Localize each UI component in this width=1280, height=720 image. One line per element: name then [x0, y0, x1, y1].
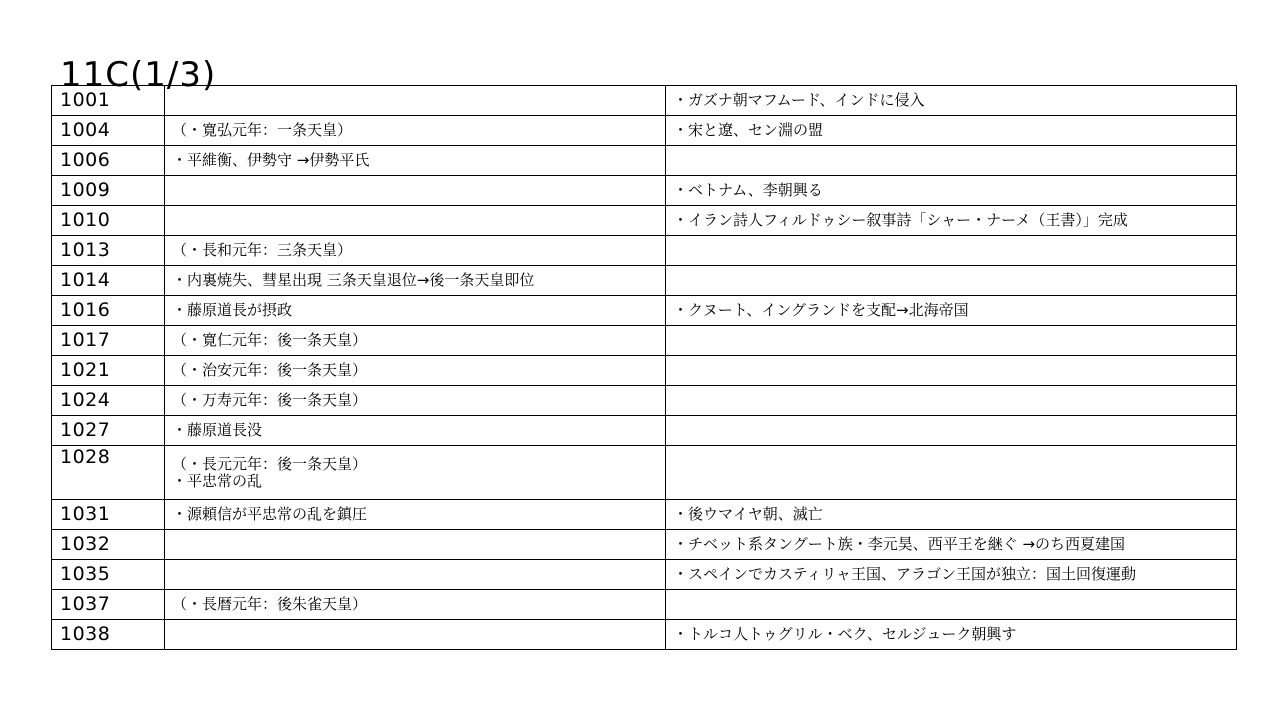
table-row: [52, 530, 1237, 560]
japan-event-cell: [165, 326, 666, 356]
event-text: ・イラン詩人フィルドゥシー叙事詩「シャー・ナーメ（王書）」完成: [673, 211, 1128, 229]
year-cell: 1017: [52, 326, 165, 356]
world-event-cell: [666, 590, 1237, 620]
world-event-cell: [666, 560, 1237, 590]
year-cell: 1028: [52, 446, 165, 500]
table-row: [52, 416, 1237, 446]
event-text: （・長和元年：三条天皇）: [172, 241, 353, 259]
table-row: [52, 206, 1237, 236]
year-cell: 1035: [52, 560, 165, 590]
japan-event-cell: [165, 446, 666, 500]
table-row: [52, 500, 1237, 530]
world-event-cell: [666, 530, 1237, 560]
table-row: [52, 116, 1237, 146]
table-row: [52, 236, 1237, 266]
event-text: （・万寿元年：後一条天皇）: [172, 391, 368, 409]
table-row: [52, 590, 1237, 620]
japan-event-cell: [165, 416, 666, 446]
event-text: ・源頼信が平忠常の乱を鎮圧: [172, 505, 368, 523]
table-row: [52, 386, 1237, 416]
year-cell: 1032: [52, 530, 165, 560]
event-text: ・ガズナ朝マフムード、インドに侵入: [673, 91, 925, 109]
world-event-cell: [666, 326, 1237, 356]
year-cell: 1027: [52, 416, 165, 446]
timeline-body: [52, 86, 1237, 650]
japan-event-cell: [165, 296, 666, 326]
event-text: （・長暦元年：後朱雀天皇）: [172, 595, 368, 613]
year-cell: 1009: [52, 176, 165, 206]
year-cell: 1010: [52, 206, 165, 236]
table-row: [52, 266, 1237, 296]
table-row: [52, 446, 1237, 500]
event-text: （・寛仁元年：後一条天皇）: [172, 331, 368, 349]
year-cell: 1038: [52, 620, 165, 650]
event-text: ・宋と遼、セン淵の盟: [673, 121, 824, 139]
year-cell: 1001: [52, 86, 165, 116]
year-cell: 1016: [52, 296, 165, 326]
japan-event-cell: [165, 176, 666, 206]
japan-event-cell: [165, 560, 666, 590]
japan-event-cell: [165, 530, 666, 560]
world-event-cell: [666, 416, 1237, 446]
table-row: [52, 560, 1237, 590]
event-text: ・チベット系タングート族・李元昊、西平王を継ぐ →のち西夏建国: [673, 535, 1126, 553]
world-event-cell: [666, 386, 1237, 416]
table-row: [52, 146, 1237, 176]
year-cell: 1037: [52, 590, 165, 620]
japan-event-cell: [165, 146, 666, 176]
world-event-cell: [666, 116, 1237, 146]
year-cell: 1014: [52, 266, 165, 296]
event-text: ・平忠常の乱: [172, 471, 263, 490]
year-cell: 1031: [52, 500, 165, 530]
year-cell: 1006: [52, 146, 165, 176]
world-event-cell: [666, 266, 1237, 296]
event-text: （・治安元年：後一条天皇）: [172, 361, 368, 379]
year-cell: 1004: [52, 116, 165, 146]
event-text: ・トルコ人トゥグリル・ベク、セルジューク朝興す: [673, 625, 1017, 643]
world-event-cell: [666, 206, 1237, 236]
japan-event-cell: [165, 386, 666, 416]
japan-event-cell: [165, 590, 666, 620]
table-row: [52, 620, 1237, 650]
event-text: ・クヌート、イングランドを支配→北海帝国: [673, 301, 969, 319]
japan-event-cell: [165, 500, 666, 530]
world-event-cell: [666, 296, 1237, 326]
table-row: [52, 86, 1237, 116]
japan-event-cell: [165, 236, 666, 266]
japan-event-cell: [165, 266, 666, 296]
slide-title: 11C(1/3): [60, 54, 217, 95]
event-text: ・藤原道長が摂政: [172, 301, 293, 319]
world-event-cell: [666, 176, 1237, 206]
world-event-cell: [666, 356, 1237, 386]
japan-event-cell: [165, 206, 666, 236]
year-cell: 1024: [52, 386, 165, 416]
event-text: （・長元元年：後一条天皇）: [172, 454, 368, 473]
table-row: [52, 176, 1237, 206]
table-row: [52, 326, 1237, 356]
table-row: [52, 296, 1237, 326]
world-event-cell: [666, 236, 1237, 266]
world-event-cell: [666, 446, 1237, 500]
event-text: ・平維衡、伊勢守 →伊勢平氏: [172, 151, 370, 169]
event-text: ・内裏焼失、彗星出現 三条天皇退位→後一条天皇即位: [172, 271, 535, 289]
world-event-cell: [666, 86, 1237, 116]
japan-event-cell: [165, 356, 666, 386]
year-cell: 1013: [52, 236, 165, 266]
world-event-cell: [666, 620, 1237, 650]
event-text: ・後ウマイヤ朝、滅亡: [673, 505, 823, 523]
japan-event-cell: [165, 620, 666, 650]
japan-event-cell: [165, 116, 666, 146]
timeline-table: [51, 85, 1237, 650]
year-cell: 1021: [52, 356, 165, 386]
event-text: ・藤原道長没: [172, 421, 263, 439]
event-text: ・ベトナム、李朝興る: [673, 181, 823, 199]
table-row: [52, 356, 1237, 386]
event-text: ・スペインでカスティリャ王国、アラゴン王国が独立：国土回復運動: [673, 565, 1137, 583]
world-event-cell: [666, 500, 1237, 530]
japan-event-cell: [165, 86, 666, 116]
world-event-cell: [666, 146, 1237, 176]
event-text: （・寛弘元年：一条天皇）: [172, 121, 353, 139]
